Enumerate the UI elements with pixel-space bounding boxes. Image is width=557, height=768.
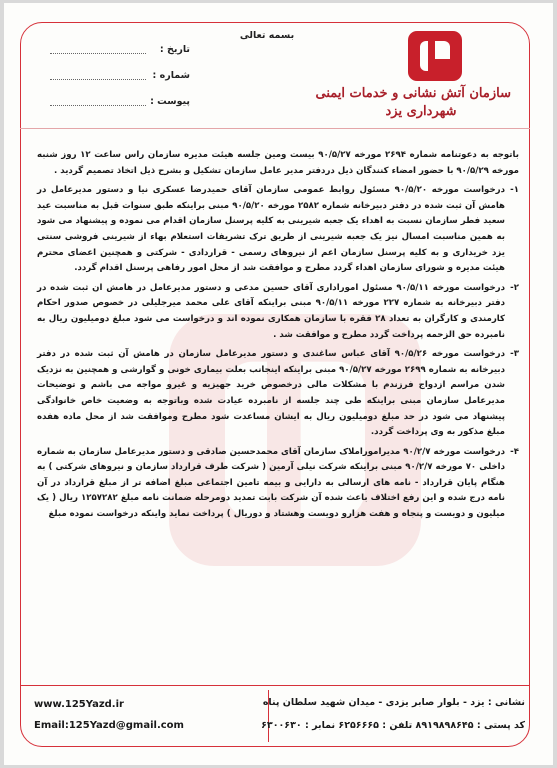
item-text: درخواست مورخه ۹۰/۵/۲۰ مسئول روابط عمومی سازمان آقای حمیدرضا عسکری نیا و دستور مدیرعامل در هامش آن ثبت شده در دفتر دبیرخانه شماره ۲۵۸۲ مورخه ۹۰/۵/۲۰ مبنی براینکه طبق سنوات قبل به مناسبت عید سعید فطر سازمان نسبت به اهداء یک جعبه شیرینی به کلیه پرسنل سازمان اقدام می نموده و پیشنهاد می شود به همین مناسبت امسال نیز یک جعبه شیرینی از طریق ترک تشریفات استعلام بهاء از شیرینی فروشی سنتی یزد خریداری و به کلیه پرسنل سازمان اعم از نیروهای رسمی - قراردادی - شرکتی و همچنین اعضای محترم هیئت مدیره و شورای سازمان اهداء گردد مطرح و موافقت شد از محل امور رفاهی پرسنل اقدام گردد.: [37, 185, 505, 274]
footer-website[interactable]: www.125Yazd.ir: [34, 699, 124, 710]
resolution-item: [37, 445, 519, 523]
item-number: ۳-: [510, 349, 519, 360]
item-text: درخواست مورخه ۹۰/۵/۲۶ آقای عباس ساغندی و دستور مدیرعامل سازمان در هامش آن ثبت شده در دفتر دبیرخانه به شماره ۲۶۹۹ مورخه ۹۰/۵/۲۷ مبنی براینکه اینجانب بعلت بیماری خونی و گوارشی و همچنین به نزدیک شدن مراسم ازدواج فرزندم با مشکلات مالی درخصوص خرید جهیزیه و غیرو مواجه می باشم و توضیحات مدیرعامل سازمان مبنی براینکه طی چند جلسه از نامبرده عیادت شده وباتوجه به وضعیت خاص خانوادگی پیشنهاد می شود در حد مبلغ دومیلیون ریال به ایشان مساعدت شود مطرح وموافقت شد از محل ماده هفده مبلغ مذکور به وی پرداخت گردد.: [37, 349, 506, 438]
item-number: ۱-: [510, 185, 519, 196]
attachment-field: [50, 96, 190, 110]
item-text: درخواست مورخه ۹۰/۵/۱۱ مسئول اموراداری آقای حسین مدعی و دستور مدیرعامل در هامش ان ثبت شده در دفتر دبیرخانه به شماره ۲۲۷ مورخه ۹۰/۵/۱۱ مبنی براینکه آقای علی محمد میرجلیلی در خصوص صدور احکام کارمندی و کارگران به تعداد ۲۸ فقره با سازمان همکاری نموده اند و درخواست می شود مبلغ دومیلیون ریال به نامبرده حق الزحمه پرداخت گردد مطرح و موافقت شد .: [37, 282, 505, 340]
item-number: ۲-: [510, 282, 519, 293]
date-label: تاریخ :: [159, 44, 190, 55]
footer-email[interactable]: Email:125Yazd@gmail.com: [34, 720, 184, 731]
resolution-item: [37, 347, 519, 441]
footer-divider: [20, 685, 530, 686]
flame-logo-icon: [407, 30, 463, 82]
resolution-item: [37, 183, 519, 277]
number-field: [50, 70, 190, 84]
header-divider: [20, 128, 530, 129]
intro-paragraph: باتوجه به دعوتنامه شماره ۲۶۹۴ مورخه ۹۰/۵/۲۷ بیست ومین جلسه هیئت مدیره سازمان راس ساعت ۱۲ روز شنبه مورخه ۹۰/۵/۲۹ با حضور امضاء کنندگان ذیل دردفتر مدیر عامل سازمان تشکیل و بشرح ذیل اتخاذ تصمیم گردید .: [37, 150, 519, 176]
municipality-name: شهرداری یزد: [385, 104, 457, 119]
item-number: ۴-: [510, 446, 519, 457]
date-field: [50, 44, 190, 58]
basmala: بسمه تعالی: [239, 30, 295, 41]
letter-body: [37, 148, 519, 527]
resolution-item: [37, 281, 519, 343]
attachment-label: پیوست :: [150, 96, 190, 107]
item-text: درخواست مورخه ۹۰/۲/۷ مدیراموراملاک سازمان آقای محمدحسین صادقی و دستور مدیرعامل سازمان به شماره داخلی ۷۰ مورخه ۹۰/۲/۷ مبنی براینکه شرکت نیلی آرمین ( شرکت طرف قرارداد سازمان و نیروهای شرکتی ) به هنگام پایان قرارداد - نامه های ارسالی به دارایی و بیمه تامین اجتماعی مبلغ اضافه تر از مبلغ قرارداد در آن نامه درج شده و این رفع اختلاف باعث شده آن شرکت بابت تمدید دومرحله ضمانت نامه مبلغ ۱۲۵۷۲۸۲ ریال ( یک میلیون و دویست و پنجاه و هفت هزارو دویست وهشتاد و دوریال ) پرداخت نماید واینکه درخواست نموده مبلغ: [37, 446, 505, 520]
footer-phone: کد پستی : ۸۹۱۹۸۹۸۶۴۵ تلفن : ۶۲۵۶۶۶۵ نمابر : ۶۳۰۰۶۳۰: [261, 720, 525, 731]
footer-address: نشانی : یزد - بلوار صابر یزدی - میدان شهید سلطان پناه: [262, 697, 525, 708]
number-label: شماره :: [152, 70, 190, 81]
organization-name: سازمان آتش نشانی و خدمات ایمنی: [315, 86, 511, 101]
